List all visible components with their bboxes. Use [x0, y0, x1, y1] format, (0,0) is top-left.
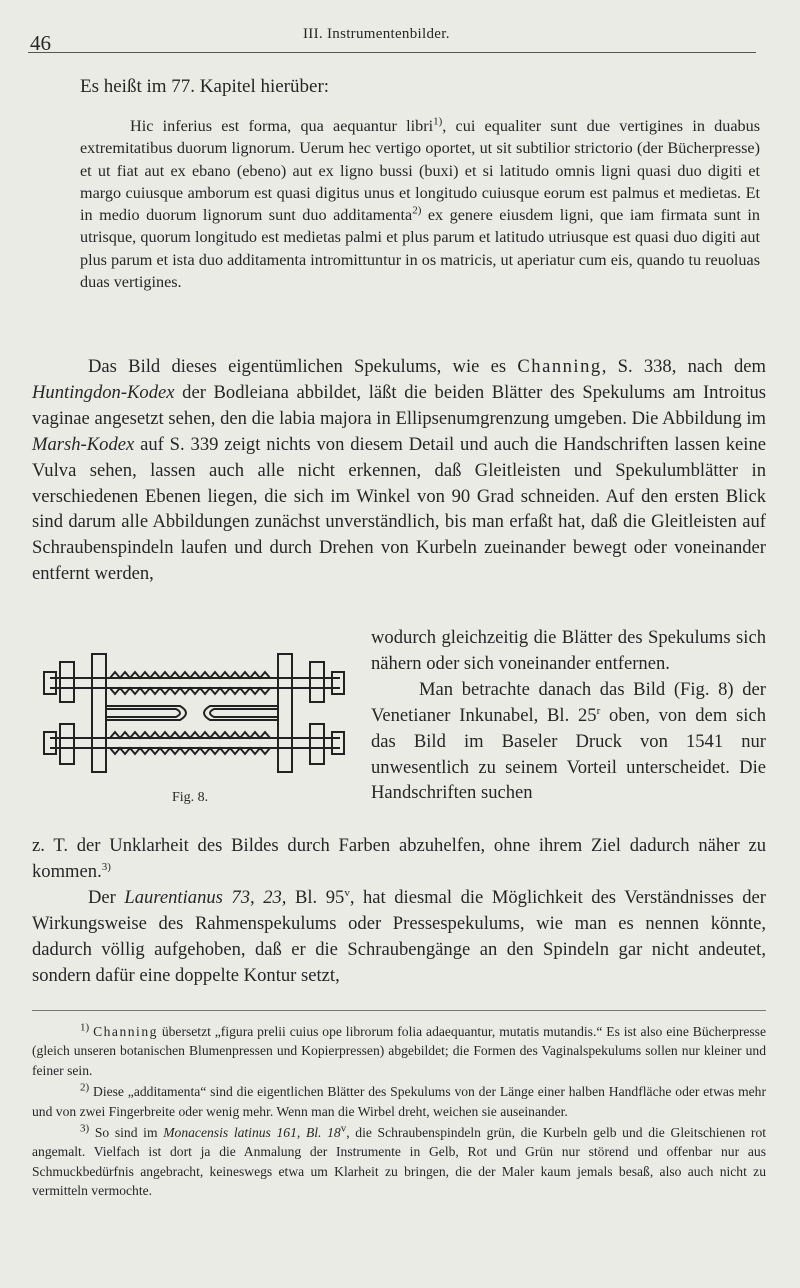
running-title: III. Instrumentenbilder. — [303, 26, 450, 42]
latin-quote-text — [80, 115, 760, 293]
para1-text-4: auf S. 339 zeigt nichts von diesem Detail und auch die Handschriften lassen keine Vulva sehen, lassen auch alle nicht erkennen, daß Gleitleisten und Spekulumblätter in verschiedenen Ebenen liegen, die sich im Winkel von 90 Grad schneiden. Auf den ersten Blick sind darum alle Abbildungen zunächst unverständlich, bis man erfaßt hat, daß die Gleitleisten auf Schraubenspindeln laufen und durch Drehen von Kurbeln zueinander bewegt oder voneinander entfernt werden, — [32, 433, 766, 585]
wrapped-text — [371, 625, 766, 806]
footnote-ref-3: 3) — [101, 860, 111, 873]
para1-text-1: Das Bild dieses eigentümlichen Spekulums, wie es — [88, 356, 518, 377]
para3-text-3: , hat diesmal die Möglichkeit des Verständnisses der Wirkungsweise des Rahmenspekulums oder Pressespekulums, wie man es nennen könnte, dadurch völlig aufgehoben, daß er die Schraubengänge an den Spindeln gar nicht andeutet, sondern dafür eine doppelte Kontur setzt, — [32, 886, 766, 986]
footnote-2 — [32, 1082, 766, 1121]
para3-text-2: Bl. 95 — [286, 886, 345, 908]
footnote-1-mark: 1) — [80, 1021, 90, 1034]
page-number: 46 — [30, 31, 51, 55]
footnote-1-text: übersetzt „figura prelii cuius ope librorum folia adaequantur, mutatis mutandis.“ Es ist also eine Bücherpresse (gleich unseren botanischen Blumenpressen und Kopierpressen) abgebildet; die Formen des Vaginalspekulums sollen nur kleiner und feiner sein. — [32, 1024, 766, 1078]
paragraph-1 — [32, 354, 766, 587]
quote-text-a: Hic inferius est forma, qua aequantur libri — [130, 117, 434, 135]
recto-sup: r — [596, 704, 601, 717]
para3-text-1: Der — [88, 886, 125, 908]
footnote-3-sup: v — [340, 1122, 347, 1135]
laurentianus-codex: Laurentianus 73, 23, — [124, 886, 287, 908]
footnote-1 — [32, 1022, 766, 1080]
paragraph-3 — [32, 885, 766, 989]
footnote-ref-2: 2) — [412, 204, 422, 217]
latin-quote — [80, 115, 760, 293]
figure-caption: Fig. 8. — [172, 790, 209, 805]
intro-line: Es heißt im 77. Kapitel hierüber: — [80, 76, 330, 97]
quote-text-c: ex genere eiusdem ligni, que iam firmata sunt in utrisque, quorum longitudo est medietas palmi et plus parum et latitudo utriusque est quasi duo digiti aut plus parum et ista duo additamenta intromittuntur in os matricis, ut aperiatur cum eis, quando tu reuoluas duas vertigines. — [80, 206, 760, 292]
wrapped-paragraph-2 — [371, 677, 766, 807]
wrap-text-a: Man betrachte danach das Bild (Fig. 8) der Venetianer Inkunabel, Bl. 25 — [371, 678, 766, 726]
footnote-2-text: Diese „additamenta“ sind die eigentlichen Blätter des Spekulums von der Länge einer halben Handfläche oder etwas mehr und von zwei Fingerbreite oder wenig mehr. Wenn man die Wirbel dreht, weichen sie auseinander. — [32, 1084, 766, 1119]
wrapped-line-1: wodurch gleichzeitig die Blätter des Spekulums sich nähern oder sich voneinander entfernen. — [371, 627, 766, 674]
wrap-text-b: oben, von dem sich das Bild im Baseler Druck von 1541 nur unwesentlich zu seinem Vorteil unterscheidet. Die Handschriften suchen — [371, 704, 766, 804]
paragraph-2-end — [32, 833, 766, 885]
speculum-figure — [40, 648, 350, 778]
paragraph-continuation — [32, 833, 766, 988]
para1-text-3: der Bodleiana abbildet, läßt die beiden Blätter des Spekulums am Introitus vaginae angesetzt sehen, den die labia majora in Ellipsenumgrenzung umgeben. Die Abbildung im — [32, 381, 766, 429]
marsh-codex: Marsh-Kodex — [32, 433, 135, 455]
quote-text-b: , cui equaliter sunt due vertigines in duabus extremitatibus duorum lignorum. Uerum hec vertigo oportet, ut sit subtilior strictorio (der Bücherpresse) et ut fiat aut ex ebano (ebeno) aut ex ligno bussi (buxi) et si latitudo omnis ligni quasi duo digiti et margo cuiusque amborum est quasi digitus unus et longitudo cuiusque eorum est palmus et medietas. Et in medio duorum lignorum sunt duo additamenta — [80, 117, 761, 225]
para2-text: z. T. der Unklarheit des Bildes durch Farben abzuhelfen, ohne ihrem Ziel dadurch näher zu kommen. — [32, 835, 766, 882]
footnote-ref-1: 1) — [433, 115, 443, 128]
footnote-3-text-2: , die Schraubenspindeln grün, die Kurbeln gelb und die Gleitschienen rot angemalt. Vielfach ist dort ja die Anmalung der Instrumente in Gelb, Rot und Grün nur störend und offenbar nur aus Schmuckbedürfnis angebracht, keineswegs etwa um Klarheit zu bringen, die der Maler kaum jemals besaß, also auch nicht zu vermitteln vermochte. — [32, 1125, 767, 1199]
footnote-3-text-1: So sind im — [89, 1125, 164, 1141]
huntingdon-codex: Huntingdon-Kodex — [32, 381, 175, 403]
header-rule — [28, 52, 756, 53]
author-channing: Channing — [517, 356, 602, 377]
footnote-3-source: Monacensis latinus 161, Bl. 18 — [163, 1125, 341, 1141]
footnote-1-name: Channing — [93, 1024, 158, 1039]
footnote-rule — [32, 1010, 766, 1011]
footnotes — [32, 1022, 766, 1203]
footnote-3 — [32, 1123, 766, 1201]
footnote-3-mark: 3) — [80, 1122, 90, 1135]
verso-sup: v — [344, 886, 350, 899]
para1-text-2: , S. 338, nach dem — [601, 356, 766, 377]
footnote-2-mark: 2) — [80, 1081, 90, 1094]
